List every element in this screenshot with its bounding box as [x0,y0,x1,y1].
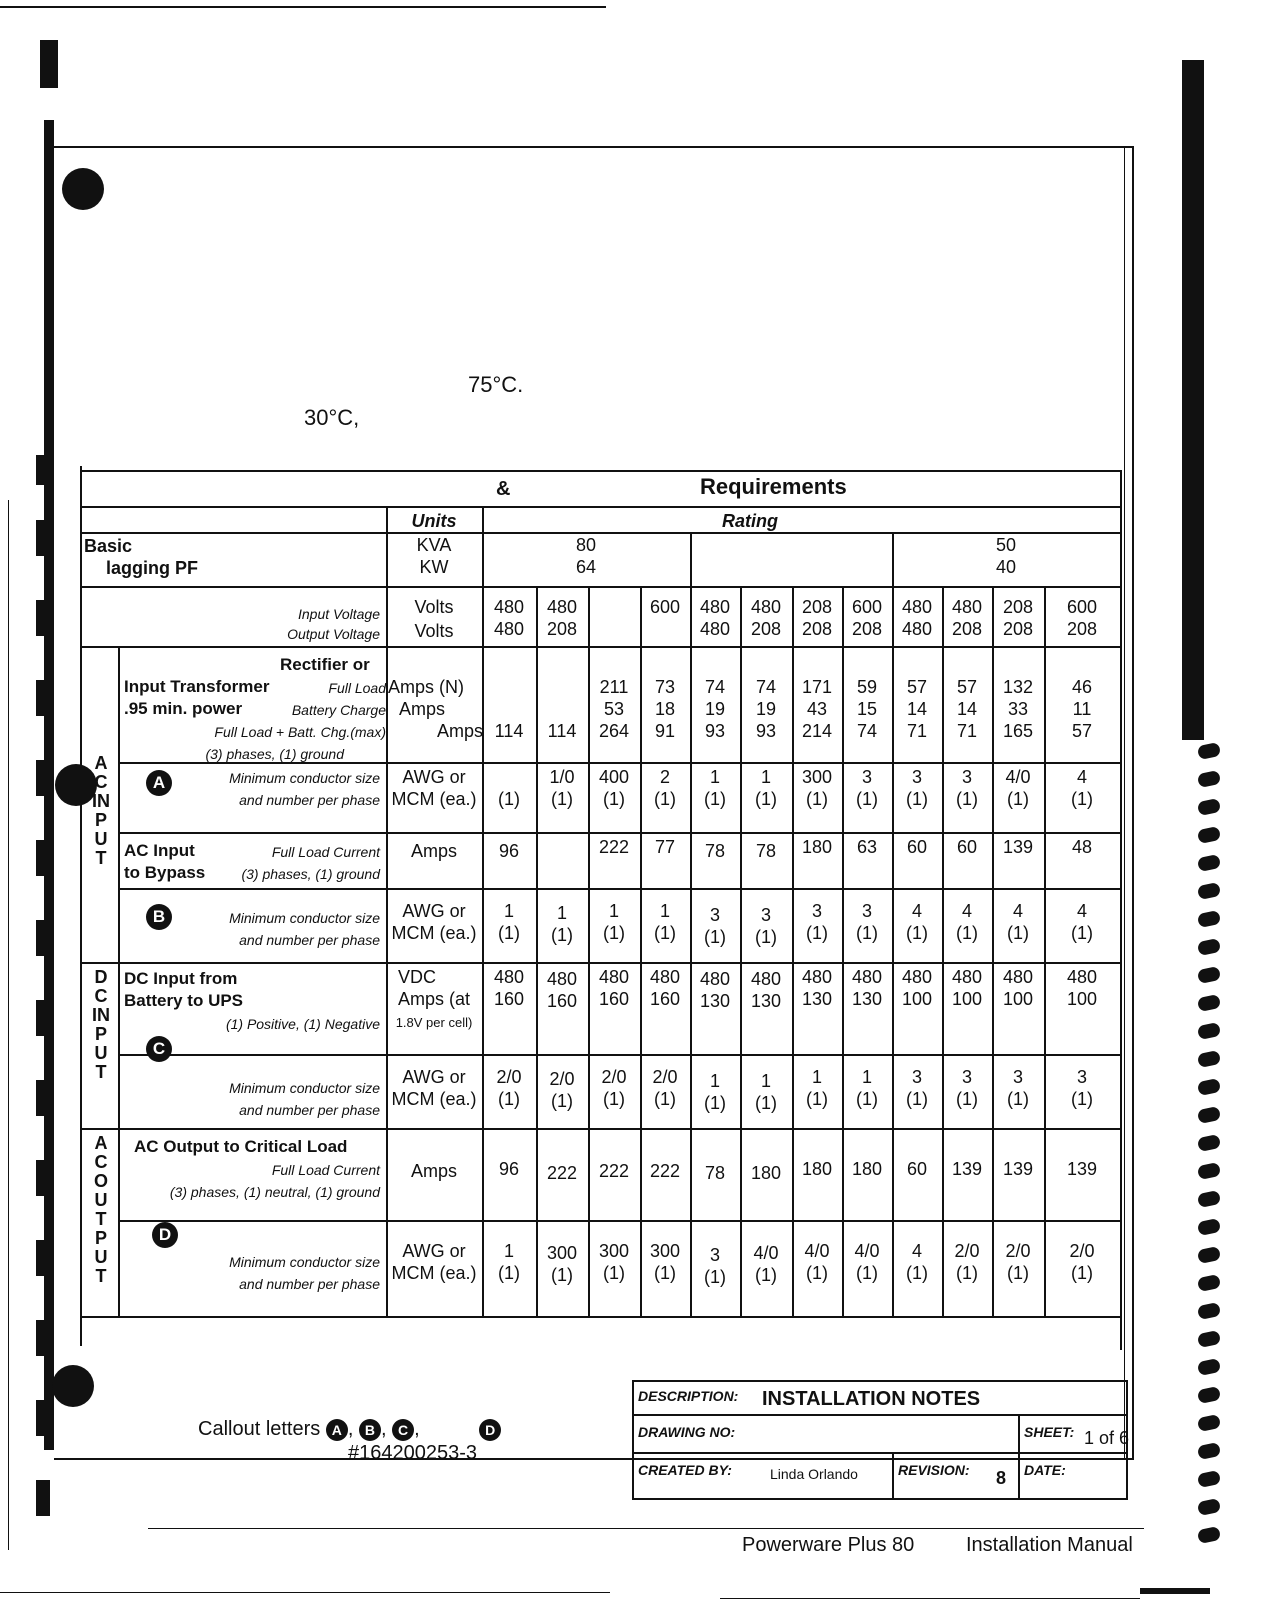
conductor-cell: 400 (1) [598,767,630,809]
units-volts: Volts [414,597,454,617]
conductor-cell: 300 (1) [546,1243,578,1285]
side-label-ac-input: AC INPUT [92,753,110,868]
rectifier-value-cell: 132 33 165 [1002,677,1034,741]
bypass-amps-cell: 180 [801,837,833,857]
dc-input-cell: 480 130 [750,969,782,1011]
full-load-label: Full Load [328,680,386,696]
binding-mark [36,1480,50,1516]
voltage-cell: 208 208 [1002,597,1034,639]
conductor-cell: 300 (1) [801,767,833,809]
unit-awg: AWG or [402,767,466,787]
section-bc-divider [80,962,1122,964]
rectifier-value-cell: 114 [547,721,577,741]
spiral-ring [1197,854,1221,872]
bypass-amps-cell: 222 [598,837,630,857]
conductor-cell: 4/0 (1) [854,1241,880,1283]
description-value: INSTALLATION NOTES [762,1388,981,1410]
binding-mark [36,760,50,796]
col-divider [536,586,538,1316]
phases-label: (3) phases, (1) ground [205,746,344,762]
section-c-divider [120,1054,1122,1056]
total-label: Full Load + Batt. Chg.(max) [214,724,386,740]
dc-input-cell: 480 160 [546,969,578,1011]
conductor-cell: 3 (1) [755,905,777,947]
num-phase-label: and number per phase [239,792,380,808]
output-amps-cell: 60 [906,1159,928,1179]
side-label-ac-output: AC OUTPUT [93,1133,108,1286]
spiral-ring [1197,1050,1221,1068]
bottom-rule-right [720,1598,1140,1599]
temperature-note-30: 30°C, [304,405,360,430]
section-c-title: Battery to UPS [124,991,244,1010]
section-a-title: .95 min. power [124,699,243,718]
dc-input-cell: 480 100 [1066,967,1098,1009]
conductor-cell: 2/0 (1) [496,1067,522,1109]
unit-per-cell: 1.8V per cell) [395,1015,473,1030]
conductor-cell: 1 (1) [603,901,625,943]
voltage-cell: 480 208 [750,597,782,639]
min-conductor-label: Minimum conductor size [229,1080,380,1096]
rectifier-value-cell: 74 19 93 [704,677,726,741]
spiral-ring [1197,742,1221,760]
title-block-rule [1018,1414,1020,1498]
output-amps-cell: 222 [546,1163,578,1183]
full-load-current-label: Full Load Current [271,1162,380,1178]
footer-product: Powerware Plus 80 [742,1534,915,1556]
unit-amps: Amps [436,721,483,741]
unit-amps: Amps [410,841,457,861]
phases-label: (3) phases, (1) neutral, (1) ground [169,1184,380,1200]
min-conductor-label: Minimum conductor size [229,910,380,926]
voltage-cell: 480 480 [699,597,731,639]
conductor-cell: 1 (1) [856,1067,878,1109]
voltage-cell: 600 208 [1066,597,1098,639]
pos-neg-label: (1) Positive, (1) Negative [225,1016,380,1032]
corner-mark [1140,1588,1210,1594]
conductor-cell: 1 (1) [806,1067,828,1109]
table-left-border [80,466,82,1346]
left-edge-line [8,500,9,1550]
spiral-ring [1197,1498,1221,1516]
section-d-title: AC Output to Critical Load [134,1137,348,1156]
battery-charge-label: Battery Charge [291,702,386,718]
units-volts: Volts [414,621,454,641]
rectifier-value-cell: 57 14 71 [956,677,978,741]
section-cd-divider [80,1128,1122,1130]
section-a-title: Rectifier or [280,655,370,674]
spiral-ring [1197,1526,1221,1544]
conductor-cell: 3 (1) [956,1067,978,1109]
voltage-cell: 600 208 [851,597,883,639]
spiral-binding-bar [1182,60,1204,740]
section-a-title: Input Transformer [124,677,270,696]
conductor-cell: 1 (1) [498,901,520,943]
conductor-cell: 1 (1) [498,1241,520,1283]
conductor-cell: 1 (1) [755,1071,777,1113]
section-b-divider [120,888,1122,890]
conductor-cell: (1) [498,789,520,809]
voltage-row-divider [80,646,1122,648]
unit-mcm: MCM (ea.) [391,1263,477,1283]
binding-mark [36,1160,50,1196]
full-load-current-label: Full Load Current [271,844,380,860]
spiral-ring [1197,910,1221,928]
callout-a-icon: A [146,770,172,796]
callout-note-prefix: Callout letters [198,1418,321,1440]
units-kva: KVA [416,535,452,555]
side-label-dc-input: DC INPUT [92,967,110,1082]
output-amps-cell: 139 [1066,1159,1098,1179]
conductor-cell: 3 (1) [906,1067,928,1109]
num-phase-label: and number per phase [239,1102,380,1118]
binding-mark [36,600,50,636]
unit-amps: Amps [410,1161,457,1181]
unit-awg: AWG or [402,901,466,921]
binding-mark [36,1400,50,1436]
table-top-border [80,470,1122,472]
voltage-cell: 208 208 [801,597,833,639]
dc-input-cell: 480 130 [851,967,883,1009]
spiral-ring [1197,882,1221,900]
spiral-ring [1197,966,1221,984]
conductor-cell: 3 (1) [1071,1067,1093,1109]
binding-mark [36,520,50,556]
spiral-ring [1197,1246,1221,1264]
binding-mark [36,1320,50,1356]
input-voltage-label: Input Voltage [298,606,380,622]
description-label: DESCRIPTION: [638,1388,739,1404]
rectifier-value-cell: 114 [494,721,524,741]
frame-right [1132,146,1134,1460]
spiral-ring [1197,1358,1221,1376]
spiral-ring [1197,1190,1221,1208]
conductor-cell: 4 (1) [956,901,978,943]
requirements-table [80,470,1122,1352]
binding-mark [36,920,50,956]
conductor-cell: 3 (1) [704,1245,726,1287]
kva-50: 50 [995,535,1017,555]
output-voltage-label: Output Voltage [287,626,380,642]
spiral-ring [1197,798,1221,816]
binding-mark [36,680,50,716]
bypass-amps-cell: 60 [906,837,928,857]
conductor-cell: 3 (1) [704,905,726,947]
conductor-cell: 1 (1) [704,1071,726,1113]
unit-vdc: VDC [397,967,436,987]
output-amps-cell: 78 [704,1163,726,1183]
frame-right-inner [1124,146,1125,1460]
sheet-value: 1 of 6 [1084,1428,1130,1448]
conductor-cell: 3 (1) [956,767,978,809]
bypass-amps-cell: 77 [654,837,676,857]
conductor-cell: 3 (1) [856,901,878,943]
callout-note: Callout letters A , B , C , D [198,1418,501,1441]
num-phase-label: and number per phase [239,932,380,948]
table-right-border [1120,470,1122,1350]
bypass-amps-cell: 96 [498,841,520,861]
bypass-amps-cell: 139 [1002,837,1034,857]
unit-amps: Amps (N) [388,677,464,697]
num-phase-label: and number per phase [239,1276,380,1292]
voltage-cell: 480 480 [901,597,933,639]
spiral-ring [1197,1386,1221,1404]
conductor-cell: 4 (1) [1071,767,1093,809]
bypass-amps-cell: 48 [1071,837,1093,857]
rectifier-value-cell: 74 19 93 [755,677,777,741]
spiral-ring [1197,1470,1221,1488]
lagging-pf-label: lagging PF [106,558,198,578]
dc-input-cell: 480 100 [1002,967,1034,1009]
footer-rule [148,1528,1144,1529]
frame-top [54,146,1134,148]
conductor-cell: 2/0 (1) [1005,1241,1031,1283]
conductor-cell: 4/0 (1) [1005,767,1031,809]
conductor-cell: 2/0 (1) [549,1069,575,1111]
punch-hole [62,168,104,210]
spiral-ring [1197,1078,1221,1096]
spiral-ring [1197,1442,1221,1460]
spiral-ring [1197,770,1221,788]
title-block-rule [632,1452,1126,1454]
spiral-ring [1197,1162,1221,1180]
binding-mark [36,1240,50,1276]
side-label-column [118,646,120,1316]
footer-manual: Installation Manual [966,1534,1133,1556]
conductor-cell: 1 (1) [654,901,676,943]
date-label: DATE: [1024,1462,1066,1478]
callout-c-icon: C [392,1419,414,1441]
created-by-value: Linda Orlando [770,1466,858,1482]
voltage-cell: 600 [649,597,681,617]
spiral-ring [1197,1218,1221,1236]
conductor-cell: 4/0 (1) [753,1243,779,1285]
binding-mark [36,1080,50,1116]
output-amps-cell: 139 [1002,1159,1034,1179]
unit-awg: AWG or [402,1067,466,1087]
callout-b-icon: B [146,904,172,930]
spiral-ring [1197,994,1221,1012]
unit-amps: Amps (at [397,989,471,1009]
part-number: #164200253-3 [348,1442,478,1464]
output-amps-cell: 180 [750,1163,782,1183]
callout-d-icon: D [152,1222,178,1248]
conductor-cell: 4 (1) [906,901,928,943]
dc-input-cell: 480 160 [649,967,681,1009]
revision-value: 8 [996,1468,1007,1488]
conductor-cell: 1 (1) [755,767,777,809]
voltage-cell: 480 208 [546,597,578,639]
rectifier-value-cell: 59 15 74 [856,677,878,741]
output-amps-cell: 139 [951,1159,983,1179]
title-block-rule [892,1452,894,1498]
spiral-ring [1197,938,1221,956]
spiral-ring [1197,1330,1221,1348]
table-title: Requirements [700,474,847,499]
unit-mcm: MCM (ea.) [391,923,477,943]
output-amps-cell: 222 [598,1161,630,1181]
kva-80: 80 [575,535,597,555]
section-c-title: DC Input from [124,969,238,988]
unit-amps: Amps [398,699,445,719]
unit-awg: AWG or [402,1241,466,1261]
section-b-title: AC Input [124,841,195,860]
conductor-cell: 2/0 (1) [1069,1241,1095,1283]
title-divider [80,506,1122,508]
table-title-amp: & [496,478,511,500]
spiral-ring [1197,1302,1221,1320]
kw-40: 40 [995,557,1017,577]
rating-header: Rating [722,511,778,531]
output-amps-cell: 180 [851,1159,883,1179]
conductor-cell: 4/0 (1) [804,1241,830,1283]
bypass-amps-cell: 78 [755,841,777,861]
binding-mark [40,40,58,88]
spiral-ring [1197,826,1221,844]
conductor-cell: 3 (1) [906,767,928,809]
conductor-cell: 2 (1) [654,767,676,809]
output-amps-cell: 180 [801,1159,833,1179]
min-conductor-label: Minimum conductor size [229,770,380,786]
conductor-cell: 3 (1) [856,767,878,809]
rectifier-value-cell: 73 18 91 [654,677,676,741]
bypass-amps-cell: 78 [704,841,726,861]
title-block-rule [632,1414,1126,1416]
rectifier-value-cell: 46 11 57 [1071,677,1093,741]
rectifier-value-cell: 211 53 264 [598,677,630,741]
punch-hole [52,1365,94,1407]
conductor-cell: 4 (1) [1071,901,1093,943]
voltage-cell: 480 480 [493,597,525,639]
dc-input-cell: 480 100 [901,967,933,1009]
dc-input-cell: 480 160 [493,967,525,1009]
conductor-cell: 3 (1) [1007,1067,1029,1109]
conductor-cell: 3 (1) [806,901,828,943]
basic-row-divider [80,586,1122,588]
dc-input-cell: 480 160 [598,967,630,1009]
binding-mark [36,840,50,876]
callout-d-icon: D [479,1419,501,1441]
conductor-cell: 2/0 (1) [601,1067,627,1109]
callout-b-icon: B [359,1419,381,1441]
spiral-ring [1197,1106,1221,1124]
conductor-cell: 300 (1) [598,1241,630,1283]
spiral-ring [1197,1022,1221,1040]
unit-mcm: MCM (ea.) [391,1089,477,1109]
conductor-cell: 2/0 (1) [652,1067,678,1109]
sheet-label: SHEET: [1024,1424,1075,1440]
output-amps-cell: 96 [498,1159,520,1179]
conductor-cell: 1 (1) [551,903,573,945]
conductor-cell: 1 (1) [704,767,726,809]
conductor-cell: 4 (1) [906,1241,928,1283]
phases-label: (3) phases, (1) ground [241,866,380,882]
section-ab-divider [120,832,1122,834]
temperature-note-75: 75°C. [468,372,524,397]
conductor-cell: 4 (1) [1007,901,1029,943]
unit-mcm: MCM (ea.) [391,789,477,809]
dc-input-cell: 480 130 [801,967,833,1009]
revision-label: REVISION: [898,1462,970,1478]
table-bottom-border [80,1316,1122,1318]
spiral-ring [1197,1274,1221,1292]
callout-c-icon: C [146,1036,172,1062]
rectifier-value-cell: 57 14 71 [906,677,928,741]
binding-mark [36,1000,50,1036]
bypass-amps-cell: 60 [956,837,978,857]
rectifier-value-cell: 171 43 214 [801,677,833,741]
created-by-label: CREATED BY: [638,1462,732,1478]
conductor-cell: 300 (1) [649,1241,681,1283]
units-header: Units [411,511,457,531]
voltage-cell: 480 208 [951,597,983,639]
basic-label: Basic [84,536,133,556]
min-conductor-label: Minimum conductor size [229,1254,380,1270]
bottom-rule [0,1592,610,1593]
output-amps-cell: 222 [649,1161,681,1181]
units-kw: KW [419,557,449,577]
section-d-divider [120,1220,1122,1222]
spiral-ring [1197,1414,1221,1432]
top-rule [0,6,606,8]
binding-mark [36,455,50,485]
conductor-cell: 1/0 (1) [549,767,575,809]
conductor-cell: 2/0 (1) [954,1241,980,1283]
drawing-no-label: DRAWING NO: [638,1424,736,1440]
bypass-amps-cell: 63 [856,837,878,857]
dc-input-cell: 480 130 [699,969,731,1011]
spiral-ring [1197,1134,1221,1152]
dc-input-cell: 480 100 [951,967,983,1009]
kw-64: 64 [575,557,597,577]
section-b-title: to Bypass [124,863,206,882]
callout-a-icon: A [326,1419,348,1441]
